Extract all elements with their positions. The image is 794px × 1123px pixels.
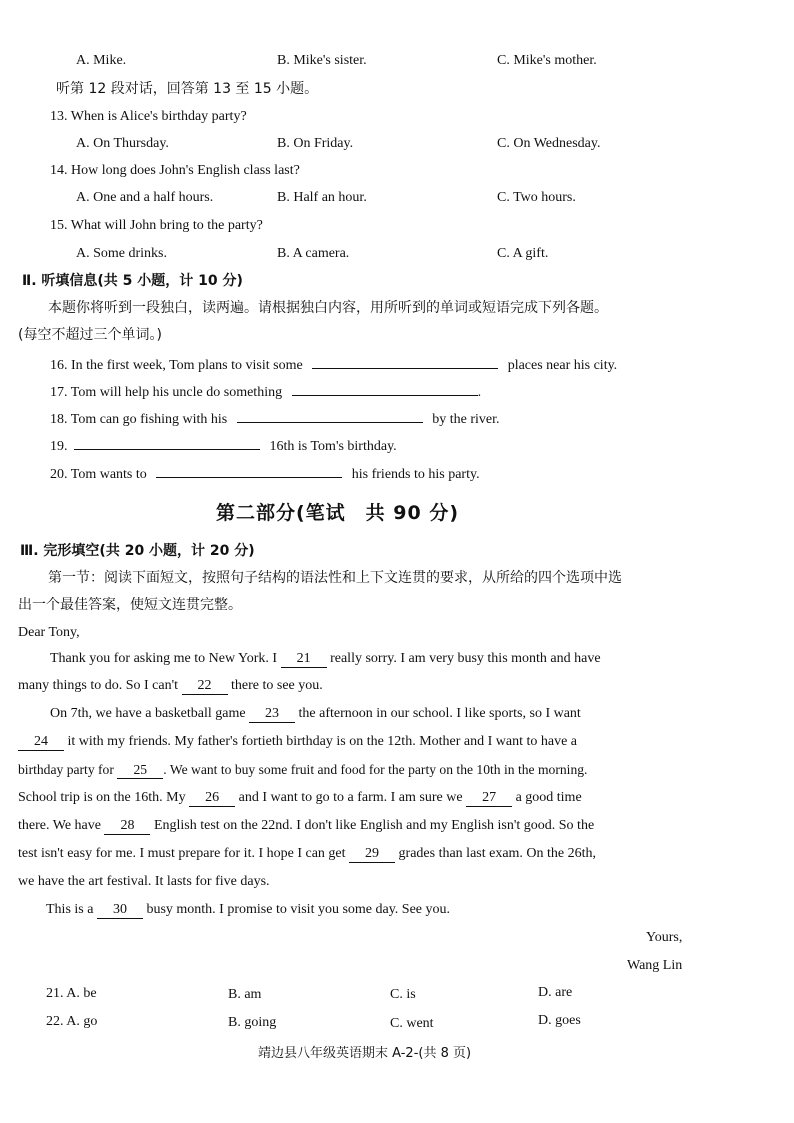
letter-text: test isn't easy for me. I must prepare for it. I hope I can get bbox=[18, 846, 346, 861]
part-2-heading: 第二部分(笔试 共 90 分) bbox=[216, 502, 460, 524]
letter-greeting: Dear Tony, bbox=[18, 625, 80, 640]
letter-line-4 bbox=[18, 733, 577, 751]
fill-item-18-after: by the river. bbox=[432, 412, 500, 427]
answer-blank-18[interactable] bbox=[237, 408, 423, 423]
fill-item-17 bbox=[50, 381, 481, 402]
q15-option-a: A. Some drinks. bbox=[76, 246, 167, 261]
cloze-blank-22[interactable]: 22 bbox=[182, 678, 228, 695]
letter-text: it with my friends. My father's fortieth birthday is on the 12th. Mother and I want to have a bbox=[67, 734, 578, 749]
q15-option-c: C. A gift. bbox=[497, 246, 549, 261]
letter-text: birthday party for bbox=[18, 762, 114, 777]
page-footer: 靖边县八年级英语期末 A-2-(共 8 页) bbox=[258, 1046, 472, 1061]
fill-item-19-after: 16th is Tom's birthday. bbox=[269, 439, 397, 454]
letter-text: there. We have bbox=[18, 818, 101, 833]
cloze-blank-29[interactable]: 29 bbox=[349, 846, 395, 863]
letter-line-2 bbox=[18, 677, 323, 695]
q15-option-b: B. A camera. bbox=[277, 246, 350, 261]
fill-item-19-before: 19. bbox=[50, 439, 68, 454]
q12-option-a: A. Mike. bbox=[76, 53, 127, 68]
letter-text: On 7th, we have a basketball game bbox=[50, 706, 246, 721]
letter-line-10 bbox=[46, 901, 450, 919]
cloze-blank-26[interactable]: 26 bbox=[189, 790, 235, 807]
q13-option-b: B. On Friday. bbox=[277, 136, 354, 151]
letter-text: busy month. I promise to visit you some day. See you. bbox=[146, 902, 451, 917]
question-13: 13. When is Alice's birthday party? bbox=[50, 109, 247, 124]
q21-option-a: 21. A. be bbox=[46, 986, 97, 1001]
q12-option-c: C. Mike's mother. bbox=[497, 53, 597, 68]
letter-text: grades than last exam. On the 26th, bbox=[398, 846, 597, 861]
q22-option-b: B. going bbox=[228, 1015, 277, 1030]
section-3-title: Ⅲ. 完形填空(共 20 小题，计 20 分) bbox=[20, 543, 255, 559]
letter-text: Thank you for asking me to New York. I bbox=[50, 651, 278, 666]
fill-item-18-before: 18. Tom can go fishing with his bbox=[50, 412, 228, 427]
letter-text: and I want to go to a farm. I am sure we bbox=[238, 790, 463, 805]
letter-text: School trip is on the 16th. My bbox=[18, 790, 186, 805]
cloze-blank-21[interactable]: 21 bbox=[281, 651, 327, 668]
q14-option-a: A. One and a half hours. bbox=[76, 190, 214, 205]
q22-option-a: 22. A. go bbox=[46, 1014, 98, 1029]
question-14: 14. How long does John's English class last? bbox=[50, 163, 300, 178]
q21-option-d: D. are bbox=[538, 985, 573, 1000]
fill-item-20-before: 20. Tom wants to bbox=[50, 467, 147, 482]
fill-item-20-after: his friends to his party. bbox=[351, 467, 480, 482]
letter-text: many things to do. So I can't bbox=[18, 678, 179, 693]
letter-line-1 bbox=[50, 650, 601, 668]
letter-text: there to see you. bbox=[231, 678, 323, 693]
q21-option-c: C. is bbox=[390, 987, 416, 1002]
q14-option-b: B. Half an hour. bbox=[277, 190, 367, 205]
letter-signature: Wang Lin bbox=[627, 958, 683, 973]
section-2-instruction-line2: (每空不超过三个单词。) bbox=[18, 327, 162, 343]
letter-text: really sorry. I am very busy this month and have bbox=[330, 651, 601, 666]
fill-item-16-before: 16. In the first week, Tom plans to visit some bbox=[50, 358, 303, 373]
letter-line-5 bbox=[18, 761, 587, 779]
letter-line-6 bbox=[18, 789, 582, 807]
question-15: 15. What will John bring to the party? bbox=[50, 218, 263, 233]
answer-blank-17[interactable] bbox=[292, 381, 478, 396]
fill-item-16 bbox=[50, 354, 617, 375]
letter-line-8 bbox=[18, 845, 596, 863]
letter-line-9: we have the art festival. It lasts for five days. bbox=[18, 874, 270, 889]
q12-option-b: B. Mike's sister. bbox=[277, 53, 367, 68]
cloze-blank-30[interactable]: 30 bbox=[97, 902, 143, 919]
answer-blank-19[interactable] bbox=[74, 435, 260, 450]
cloze-blank-25[interactable]: 25 bbox=[117, 762, 163, 779]
section-3-instruction-line2: 出一个最佳答案，使短文连贯完整。 bbox=[18, 597, 242, 613]
answer-blank-20[interactable] bbox=[156, 463, 342, 478]
letter-line-3 bbox=[50, 705, 581, 723]
instruction-dialogue-12: 听第 12 段对话，回答第 13 至 15 小题。 bbox=[56, 81, 319, 97]
q21-option-b: B. am bbox=[228, 987, 262, 1002]
q22-option-d: D. goes bbox=[538, 1013, 581, 1028]
fill-item-17-before: 17. Tom will help his uncle do something bbox=[50, 385, 283, 400]
letter-text: English test on the 22nd. I don't like English and my English isn't good. So the bbox=[153, 818, 595, 833]
section-2-title: Ⅱ. 听填信息(共 5 小题，计 10 分) bbox=[22, 273, 243, 289]
letter-text: This is a bbox=[46, 902, 94, 917]
cloze-blank-28[interactable]: 28 bbox=[104, 818, 150, 835]
letter-line-7 bbox=[18, 817, 594, 835]
q13-option-a: A. On Thursday. bbox=[76, 136, 169, 151]
letter-text: . We want to buy some fruit and food for the party on the 10th in the morning. bbox=[163, 762, 588, 777]
letter-closing: Yours, bbox=[646, 930, 683, 945]
fill-item-19 bbox=[50, 435, 397, 456]
fill-item-20 bbox=[50, 463, 480, 484]
section-2-instruction-line1: 本题你将听到一段独白，读两遍。请根据独白内容，用所听到的单词或短语完成下列各题。 bbox=[48, 300, 608, 316]
q14-option-c: C. Two hours. bbox=[497, 190, 576, 205]
cloze-blank-24[interactable]: 24 bbox=[18, 734, 64, 751]
fill-item-17-after: . bbox=[477, 385, 482, 400]
q13-option-c: C. On Wednesday. bbox=[497, 136, 601, 151]
section-3-instruction-line1: 第一节：阅读下面短文，按照句子结构的语法性和上下文连贯的要求，从所给的四个选项中选 bbox=[48, 570, 622, 586]
fill-item-16-after: places near his city. bbox=[507, 358, 618, 373]
cloze-blank-23[interactable]: 23 bbox=[249, 706, 295, 723]
letter-text: a good time bbox=[515, 790, 582, 805]
cloze-blank-27[interactable]: 27 bbox=[466, 790, 512, 807]
answer-blank-16[interactable] bbox=[312, 354, 498, 369]
fill-item-18 bbox=[50, 408, 500, 429]
letter-text: the afternoon in our school. I like sports, so I want bbox=[298, 706, 581, 721]
q22-option-c: C. went bbox=[390, 1016, 434, 1031]
